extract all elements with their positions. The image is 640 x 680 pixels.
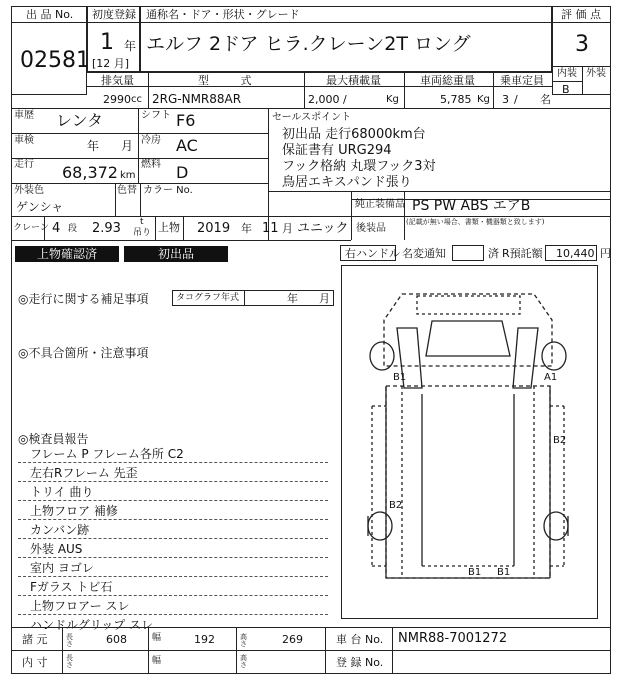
- length-value: 608: [106, 633, 127, 646]
- vehicle-diagram: [341, 265, 598, 619]
- model-label: 型 式: [198, 74, 266, 87]
- damage-mark-b2-left: B2: [389, 500, 403, 511]
- body-month: 11: [262, 221, 279, 236]
- capacity-value: 3: [502, 93, 509, 106]
- body-check-tab: 上物確認済: [15, 246, 119, 262]
- first-listing-tab: 初出品: [124, 246, 228, 262]
- ac-value: AC: [176, 136, 198, 155]
- sales-line-2: 保証書有 URG294: [282, 143, 392, 158]
- history-label: 車歴: [14, 110, 34, 121]
- inspector-line-9: 上物フロアー スレ: [30, 599, 130, 613]
- name-label: 通称名・ドア・形状・グレード: [146, 8, 300, 21]
- shift-label: シフト: [141, 110, 171, 121]
- aftermarket-note: (記載が無い場合、書類・機器類と致します): [406, 218, 545, 226]
- defect-notes-title: ◎不具合箇所・注意事項: [18, 346, 149, 360]
- score-value: 3: [575, 32, 589, 57]
- crane-stage: 4: [52, 221, 61, 236]
- crane-ton-unit: t: [140, 217, 144, 227]
- crane-stage-unit: 段: [68, 224, 78, 234]
- color-change-label: 色替: [117, 185, 137, 196]
- inspection-label: 車検: [14, 135, 34, 146]
- gvw-value: 5,785: [440, 93, 472, 106]
- gvw-label: 車両総重量: [420, 74, 475, 87]
- damage-mark-a1-right: A1: [544, 372, 558, 383]
- load-unit: Kg: [386, 94, 399, 105]
- first-reg-label: 初度登録: [92, 8, 136, 21]
- rhd-label: 右ハンドル: [345, 247, 400, 260]
- sales-line-4: 鳥居エキスパンド張り: [282, 175, 412, 190]
- body-month-unit: 月: [282, 222, 293, 235]
- fuel-value: D: [176, 163, 189, 182]
- tacho-month-unit: 月: [319, 292, 330, 305]
- color-number-label: カラー No.: [143, 185, 193, 196]
- load-sep: /: [343, 93, 347, 106]
- reg-year: 1: [100, 30, 114, 55]
- reg-year-unit: 年: [124, 39, 137, 53]
- load-value: 2,000: [308, 93, 340, 106]
- exterior-label: 外装: [586, 68, 606, 79]
- interior-label: 内装: [557, 68, 577, 79]
- recycle-mark: 済: [488, 247, 499, 260]
- aftermarket-label: 後装品: [356, 223, 386, 234]
- yen-unit: 円: [600, 247, 611, 260]
- name-change-box: [452, 245, 484, 261]
- shift-value: F6: [176, 111, 196, 130]
- inspection-year-unit: 年: [87, 139, 100, 153]
- inspector-line-2: 左右Rフレーム 先歪: [30, 466, 138, 480]
- name-change-label: 名変通知: [402, 247, 446, 260]
- sales-line-3: フック格納 丸環フック3対: [282, 159, 436, 174]
- inspector-line-6: 外装 AUS: [30, 542, 83, 556]
- capacity-label: 乗車定員: [500, 74, 544, 87]
- width-label-2: 幅: [152, 656, 162, 666]
- mileage-unit: km: [120, 170, 136, 181]
- capacity-sep: /: [514, 93, 518, 106]
- damage-mark-b1-rear-left: B1: [468, 567, 482, 578]
- tacho-year-unit: 年: [287, 292, 298, 305]
- sales-line-1: 初出品 走行68000km台: [282, 127, 426, 142]
- crane-label: クレーン: [13, 223, 49, 233]
- mileage-label: 走行: [14, 159, 34, 170]
- body-year-unit: 年: [241, 222, 252, 235]
- interior-dims-label: 内 寸: [22, 656, 48, 669]
- color-label: 外装色: [14, 185, 44, 196]
- chassis-value: NMR88-7001272: [398, 631, 508, 646]
- inspector-line-3: トリイ 曲り: [30, 485, 94, 499]
- history-value: レンタ: [56, 111, 103, 130]
- equip-label: 純正装備品: [355, 199, 405, 210]
- reg-month: [12 月]: [92, 57, 130, 70]
- inspector-line-1: フレーム P フレーム各所 C2: [30, 447, 184, 461]
- inspector-line-8: Fガラス トビ石: [30, 580, 113, 594]
- dims-label: 諸 元: [22, 633, 48, 646]
- recycle-label: R預託額: [502, 247, 543, 260]
- damage-mark-b1-left: B1: [393, 372, 407, 383]
- score-label: 評 価 点: [561, 8, 601, 21]
- model-value: 2RG-NMR88AR: [152, 92, 242, 106]
- tacho-label: タコグラフ年式: [176, 293, 240, 303]
- gvw-unit: Kg: [477, 94, 490, 105]
- damage-mark-b1-rear-right: B1: [497, 567, 511, 578]
- length-label-2: 長さ: [66, 654, 73, 669]
- body-year: 2019: [197, 221, 231, 236]
- width-label: 幅: [152, 633, 162, 643]
- equip-value: PS PW ABS エアB: [412, 198, 531, 214]
- inspector-line-10: ハンドルグリップ スレ: [30, 618, 154, 632]
- inspector-line-5: カンバン跡: [30, 523, 90, 537]
- mileage-value: 68,372: [62, 163, 118, 182]
- height-label-2: 高さ: [240, 654, 247, 669]
- chassis-label: 車 台 No.: [336, 633, 384, 646]
- damage-mark-b2-right: B2: [553, 435, 567, 446]
- length-label: 長さ: [66, 633, 73, 648]
- capacity-unit: 名: [540, 93, 551, 106]
- height-value: 269: [282, 633, 303, 646]
- reg-no-label: 登 録 No.: [336, 656, 384, 669]
- disp-unit: cc: [131, 94, 142, 105]
- body-label: 上物: [158, 221, 180, 234]
- disp-value: 2990: [103, 93, 131, 106]
- sales-title: セールスポイント: [272, 112, 352, 123]
- disp-label: 排気量: [101, 74, 134, 87]
- driving-notes-title: ◎走行に関する補足事項: [18, 292, 149, 306]
- recycle-amount: 10,440: [556, 247, 595, 260]
- inspector-line-7: 室内 ヨゴレ: [30, 561, 94, 575]
- height-label: 高さ: [240, 633, 247, 648]
- load-label: 最大積載量: [326, 74, 381, 87]
- lot-number: 02581: [20, 48, 90, 73]
- inspector-line-4: 上物フロア 補修: [30, 504, 118, 518]
- ac-label: 冷房: [141, 135, 161, 146]
- interior-grade: B: [562, 83, 570, 96]
- crane-hang: 吊り: [133, 228, 152, 238]
- inspection-month-unit: 月: [121, 139, 134, 153]
- lot-label: 出 品 No.: [26, 8, 74, 21]
- car-name: エルフ 2ドア ヒラ.クレーン2T ロング: [146, 33, 471, 55]
- inspector-report-title: ◎検査員報告: [18, 432, 89, 446]
- color-value: ゲンシャ: [16, 200, 64, 214]
- crane-ton: 2.93: [92, 221, 121, 236]
- body-maker: ユニック: [297, 221, 349, 236]
- width-value: 192: [194, 633, 215, 646]
- fuel-label: 燃料: [141, 159, 161, 170]
